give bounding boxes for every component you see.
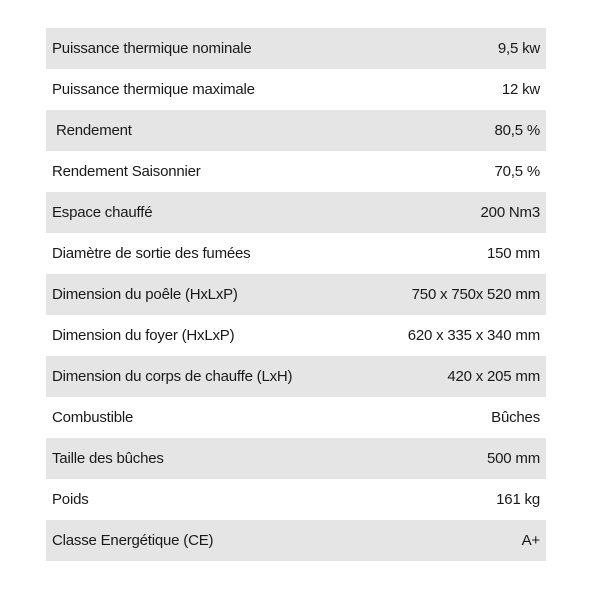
spec-label: Dimension du poêle (HxLxP) bbox=[52, 286, 238, 303]
spec-label: Combustible bbox=[52, 409, 134, 426]
spec-value: 12 kw bbox=[501, 81, 540, 98]
spec-row-weight bbox=[46, 479, 546, 520]
spec-row-max-power bbox=[46, 69, 546, 110]
spec-label: Diamètre de sortie des fumées bbox=[52, 245, 251, 262]
spec-value: 150 mm bbox=[487, 245, 540, 262]
spec-label: Poids bbox=[52, 491, 89, 508]
spec-value: 200 Nm3 bbox=[480, 204, 540, 221]
spec-value: 9,5 kw bbox=[497, 40, 540, 57]
spec-label: Dimension du corps de chauffe (LxH) bbox=[52, 368, 293, 385]
spec-label: Rendement bbox=[56, 122, 132, 139]
spec-table bbox=[46, 28, 546, 561]
spec-label: Classe Energétique (CE) bbox=[52, 532, 214, 549]
spec-value: A+ bbox=[521, 532, 540, 549]
spec-label: Espace chauffé bbox=[52, 204, 153, 221]
spec-value: Bûches bbox=[491, 409, 540, 426]
spec-label: Taille des bûches bbox=[52, 450, 164, 467]
spec-value: 80,5 % bbox=[494, 122, 540, 139]
spec-row-nominal-power bbox=[46, 28, 546, 69]
spec-value: 70,5 % bbox=[494, 163, 540, 180]
spec-value: 420 x 205 mm bbox=[447, 368, 540, 385]
spec-row-efficiency bbox=[46, 110, 546, 151]
spec-row-fuel bbox=[46, 397, 546, 438]
spec-value: 500 mm bbox=[487, 450, 540, 467]
spec-row-energy-class bbox=[46, 520, 546, 561]
spec-value: 620 x 335 x 340 mm bbox=[407, 327, 540, 344]
spec-label: Puissance thermique maximale bbox=[52, 81, 255, 98]
spec-label: Puissance thermique nominale bbox=[52, 40, 252, 57]
spec-row-heated-space bbox=[46, 192, 546, 233]
spec-row-log-size bbox=[46, 438, 546, 479]
spec-value: 161 kg bbox=[496, 491, 540, 508]
spec-row-stove-dimensions bbox=[46, 274, 546, 315]
spec-label: Rendement Saisonnier bbox=[52, 163, 201, 180]
spec-row-firebox-dimensions bbox=[46, 315, 546, 356]
spec-label: Dimension du foyer (HxLxP) bbox=[52, 327, 235, 344]
spec-row-heating-body-dimensions bbox=[46, 356, 546, 397]
spec-row-flue-diameter bbox=[46, 233, 546, 274]
spec-value: 750 x 750x 520 mm bbox=[411, 286, 540, 303]
spec-row-seasonal-efficiency bbox=[46, 151, 546, 192]
